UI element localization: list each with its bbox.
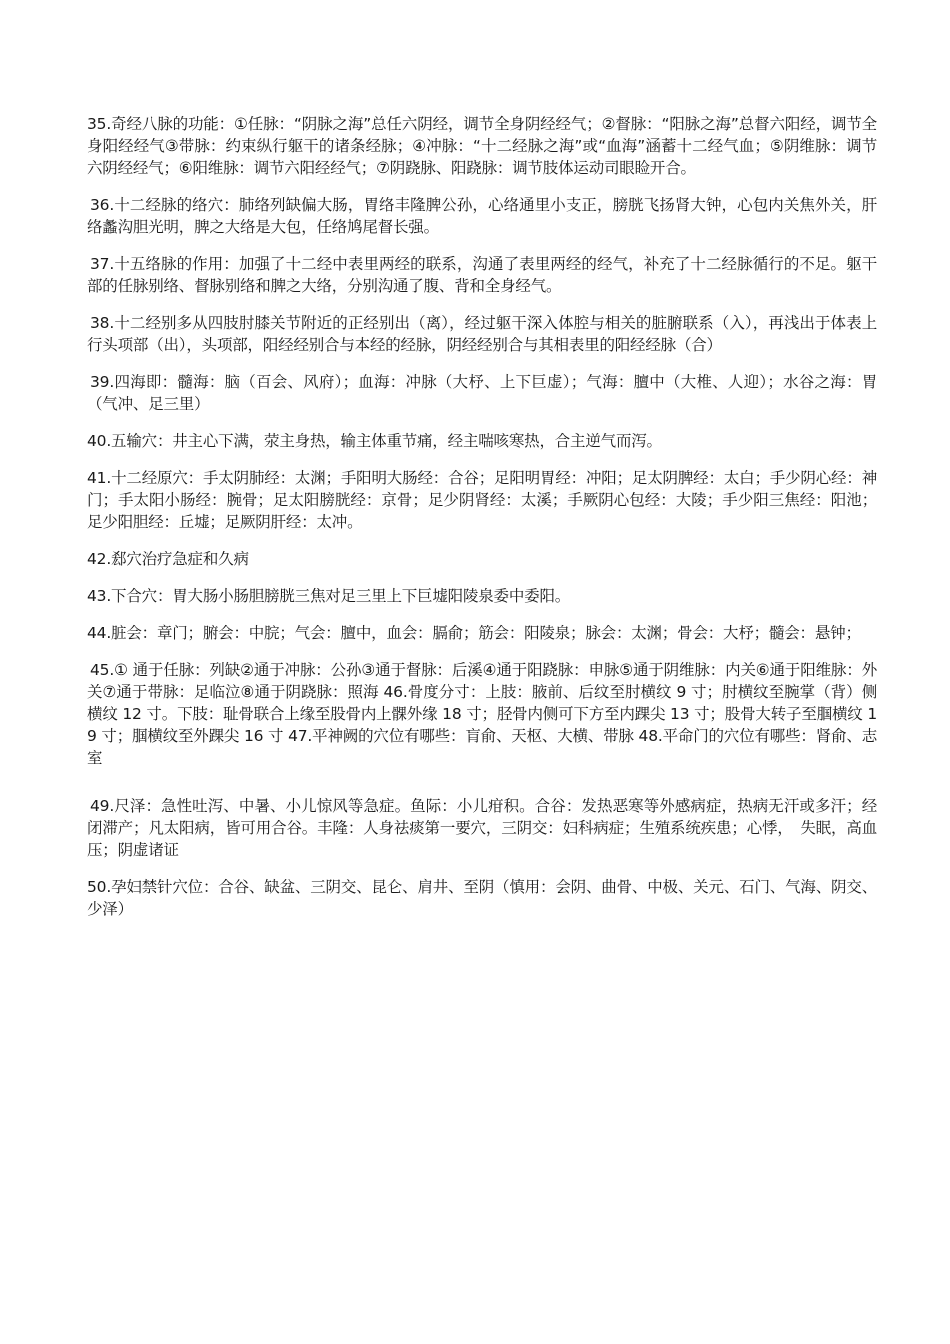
paragraph-35: 35.奇经八脉的功能：①任脉：“阴脉之海”总任六阴经，调节全身阴经经气；②督脉：“阳脉之海”总督六阳经，调节全身阳经经气③带脉：约束纵行躯干的诸条经脉；④冲脉：“十二经脉之海”或“血海”涵蓄十二经气血；⑤阴维脉：调节六阴经经气；⑥阳维脉：调节六阳经经气；⑦阴跷脉、阳跷脉：调节肢体运动司眼睑开合。: [87, 115, 877, 177]
paragraph-39: 39.四海即：髓海：脑（百会、风府）；血海：冲脉（大杼、上下巨虚）；气海：膻中（大椎、人迎）；水谷之海：胃（气冲、足三里）: [87, 373, 877, 413]
paragraph-49: 49.尺泽：急性吐泻、中暑、小儿惊风等急症。鱼际：小儿疳积。合谷：发热恶寒等外感病症，热病无汗或多汗；经闭滞产；凡太阳病，皆可用合谷。丰隆：人身祛痰第一要穴，三阴交：妇科病症；生殖系统疾患；心悸， 失眠，高血压；阴虚诸证: [87, 797, 877, 859]
document-body: [87, 113, 877, 935]
paragraph-41: 41.十二经原穴：手太阴肺经：太渊；手阳明大肠经：合谷；足阳明胃经：冲阳；足太阴脾经：太白；手少阴心经：神门；手太阳小肠经：腕骨；足太阳膀胱经：京骨；足少阴肾经：太溪；手厥阴心包经：大陵；手少阳三焦经：阳池；足少阳胆经：丘墟；足厥阴肝经：太冲。: [87, 469, 877, 531]
paragraph-38: 38.十二经别多从四肢肘膝关节附近的正经别出（离），经过躯干深入体腔与相关的脏腑联系（入），再浅出于体表上行头项部（出），头项部，阳经经别合与本经的经脉，阴经经别合与其相表里的阳经经脉（合）: [87, 314, 877, 354]
paragraph-44: 44.脏会：章门；腑会：中脘；气会：膻中，血会：膈俞；筋会：阳陵泉；脉会：太渊；骨会：大杼；髓会：悬钟；: [87, 624, 861, 642]
paragraph-42: 42.郄穴治疗急症和久病: [87, 550, 249, 568]
paragraph-37: 37.十五络脉的作用：加强了十二经中表里两经的联系，沟通了表里两经的经气，补充了十二经脉循行的不足。躯干部的任脉别络、督脉别络和脾之大络，分别沟通了腹、背和全身经气。: [87, 255, 877, 295]
paragraph-45-48: 45.① 通于任脉：列缺②通于冲脉：公孙③通于督脉：后溪④通于阳跷脉：申脉⑤通于阴维脉：内关⑥通于阳维脉：外关⑦通于带脉：足临泣⑧通于阴跷脉：照海 46.骨度分寸：上肢：腋前、后纹至肘横纹 9 寸；肘横纹至腕掌（背）侧横纹 12 寸。下肢：耻骨联合上缘至股骨内上髁外缘 18 寸；胫骨内侧可下方至内踝尖 13 寸；股骨大转子至腘横纹 19 寸；腘横纹至外踝尖 16 寸 47.平神阙的穴位有哪些：肓俞、天枢、大横、带脉 48.平命门的穴位有哪些：肾俞、志室: [87, 661, 877, 767]
paragraph-36: 36.十二经脉的络穴：肺络列缺偏大肠，胃络丰隆脾公孙，心络通里小支正，膀胱飞扬肾大钟，心包内关焦外关，肝络蠡沟胆光明，脾之大络是大包，任络鸠尾督长强。: [87, 196, 877, 236]
paragraph-40: 40.五输穴：井主心下满，荥主身热，输主体重节痛，经主喘咳寒热，合主逆气而泻。: [87, 432, 662, 450]
paragraph-50: 50.孕妇禁针穴位：合谷、缺盆、三阴交、昆仑、肩井、至阴（慎用：会阴、曲骨、中极、关元、石门、气海、阴交、少泽）: [87, 878, 877, 918]
paragraph-43: 43.下合穴：胃大肠小肠胆膀胱三焦对足三里上下巨墟阳陵泉委中委阳。: [87, 587, 571, 605]
